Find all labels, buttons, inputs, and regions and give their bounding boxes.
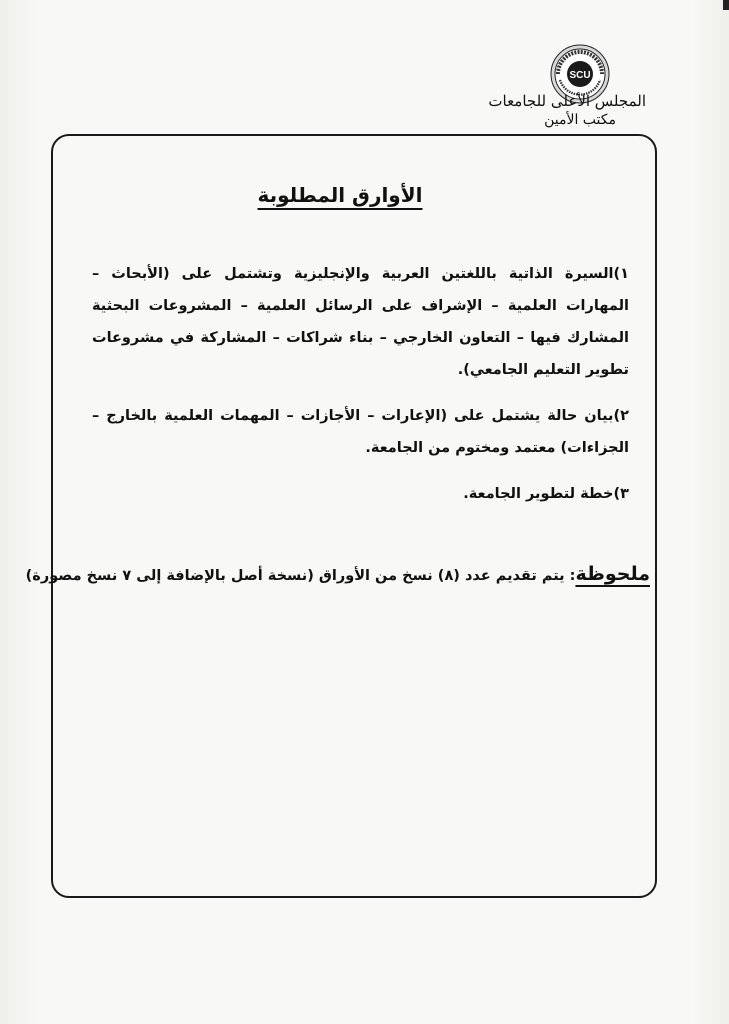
requirement-text: بيان حالة يشتمل على (الإعارات – الأجازات – المهمات العلمية بالخارج – الجزاءات) معتمد ومختوم من الجامعة.	[92, 408, 629, 456]
requirements-list	[92, 258, 629, 524]
office-name: مكتب الأمين	[544, 112, 616, 128]
requirement-item-2	[92, 400, 629, 464]
requirement-item-3	[92, 478, 629, 510]
requirement-number: ١	[620, 266, 629, 282]
note-label: ملحوظة	[575, 563, 650, 585]
requirement-number: ٢	[620, 408, 629, 424]
requirement-text: السيرة الذاتية باللغتين العربية والإنجليزية وتشتمل على (الأبحاث – المهارات العلمية – الإشراف على الرسائل العلمية – المشروعات البحثية المشارك فيها – التعاون الخارجي – بناء شراكات – المشاركة في مشروعات تطوير التعليم الجامعي).	[92, 266, 629, 378]
requirement-item-1	[92, 258, 629, 386]
note	[25, 558, 650, 592]
scan-edge-mark	[723, 0, 729, 10]
note-text: : يتم تقديم عدد (٨) نسخ من الأوراق (نسخة أصل بالإضافة إلى ٧ نسخ مصورة)	[25, 568, 576, 584]
requirement-paren: )	[613, 266, 621, 282]
council-name: المجلس الأعلى للجامعات	[488, 92, 646, 110]
requirement-paren: )	[613, 408, 621, 424]
requirement-paren: )	[613, 486, 621, 502]
requirement-number: ٣	[620, 486, 629, 502]
logo-text: SCU	[569, 70, 591, 81]
requirement-text: خطة لتطوير الجامعة.	[463, 486, 614, 502]
document-title: الأوارق المطلوبة	[257, 183, 423, 207]
